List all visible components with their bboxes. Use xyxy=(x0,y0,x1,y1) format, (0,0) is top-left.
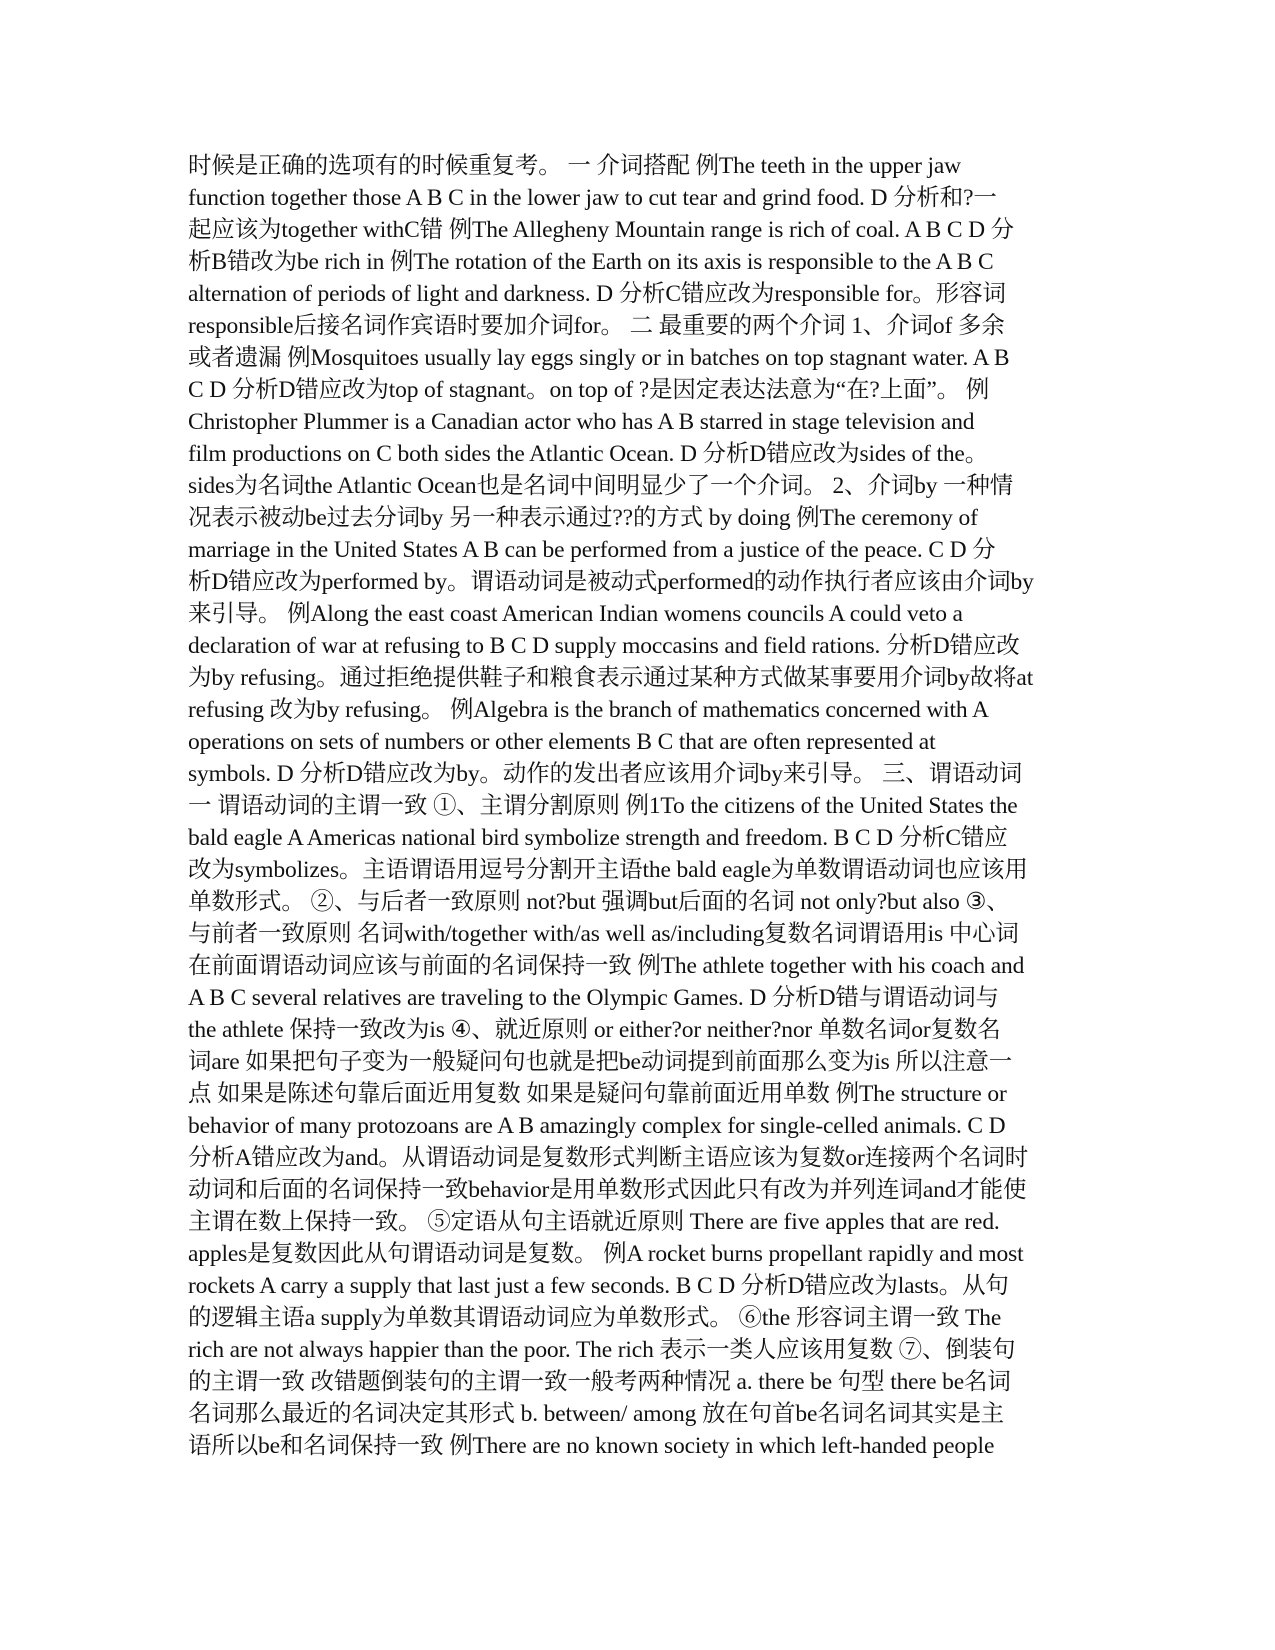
body-text xyxy=(188,150,1108,1462)
text-line: Christopher Plummer is a Canadian actor who has A B starred in stage television and xyxy=(188,409,975,435)
text-line: 析B错改为be rich in 例The rotation of the Earth on its axis is responsible to the A B C xyxy=(188,249,994,275)
text-line: the athlete 保持一致改为is ④、就近原则 or either?or neither?nor 单数名词or复数名 xyxy=(188,1017,1001,1043)
text-line: 况表示被动be过去分词by 另一种表示通过??的方式 by doing 例The ceremony of xyxy=(188,505,978,531)
text-line: operations on sets of numbers or other elements B C that are often represented at xyxy=(188,729,936,755)
text-line: function together those A B C in the lower jaw to cut tear and grind food. D 分析和?一 xyxy=(188,185,997,211)
text-line: film productions on C both sides the Atlantic Ocean. D 分析D错应改为sides of the。 xyxy=(188,441,989,467)
text-line: 在前面谓语动词应该与前面的名词保持一致 例The athlete together with his coach and xyxy=(188,953,1025,979)
text-line: 主谓在数上保持一致。 ⑤定语从句主语就近原则 There are five apples that are red. xyxy=(188,1209,1000,1235)
text-line: 的逻辑主语a supply为单数其谓语动词应为单数形式。 ⑥the 形容词主谓一致 The xyxy=(188,1305,1002,1331)
text-line: alternation of periods of light and darkness. D 分析C错应改为responsible for。形容词 xyxy=(188,281,1006,307)
text-line: 分析A错应改为and。从谓语动词是复数形式判断主语应该为复数or连接两个名词时 xyxy=(188,1145,1029,1171)
text-line: sides为名词the Atlantic Ocean也是名词中间明显少了一个介词。 2、介词by 一种情 xyxy=(188,473,1014,499)
text-line: 为by refusing。通过拒绝提供鞋子和粮食表示通过某种方式做某事要用介词by故将at xyxy=(188,665,1034,691)
text-line: 或者遗漏 例Mosquitoes usually lay eggs singly or in batches on top stagnant water. A B xyxy=(188,345,1010,371)
text-line: C D 分析D错应改为top of stagnant。on top of ?是因定表达法意为“在?上面”。 例 xyxy=(188,377,990,403)
text-line: bald eagle A Americas national bird symbolize strength and freedom. B C D 分析C错应 xyxy=(188,825,1008,851)
text-line: 时候是正确的选项有的时候重复考。 一 介词搭配 例The teeth in the upper jaw xyxy=(188,153,961,179)
text-line: 语所以be和名词保持一致 例There are no known society in which left-handed people xyxy=(188,1433,995,1459)
text-line: 词are 如果把句子变为一般疑问句也就是把be动词提到前面那么变为is 所以注意一 xyxy=(188,1049,1013,1075)
text-line: refusing 改为by refusing。 例Algebra is the branch of mathematics concerned with A xyxy=(188,697,989,723)
text-line: 点 如果是陈述句靠后面近用复数 如果是疑问句靠前面近用单数 例The structure or xyxy=(188,1081,1007,1107)
text-line: apples是复数因此从句谓语动词是复数。 例A rocket burns propellant rapidly and most xyxy=(188,1241,1024,1267)
text-line: rich are not always happier than the poor. The rich 表示一类人应该用复数 ⑦、倒装句 xyxy=(188,1337,1016,1363)
text-line: symbols. D 分析D错应改为by。动作的发出者应该用介词by来引导。 三、谓语动词 xyxy=(188,761,1023,787)
text-line: declaration of war at refusing to B C D supply moccasins and field rations. 分析D错应改 xyxy=(188,633,1020,659)
text-line: 析D错应改为performed by。谓语动词是被动式performed的动作执行者应该由介词by xyxy=(188,569,1034,595)
text-line: 来引导。 例Along the east coast American Indian womens councils A could veto a xyxy=(188,601,963,627)
text-line: A B C several relatives are traveling to the Olympic Games. D 分析D错与谓语动词与 xyxy=(188,985,999,1011)
text-line: 改为symbolizes。主语谓语用逗号分割开主语the bald eagle为单数谓语动词也应该用 xyxy=(188,857,1028,883)
text-line: 与前者一致原则 名词with/together with/as well as/including复数名词谓语用is 中心词 xyxy=(188,921,1019,947)
text-line: behavior of many protozoans are A B amazingly complex for single-celled animals. C D xyxy=(188,1113,1006,1139)
text-line: 名词那么最近的名词决定其形式 b. between/ among 放在句首be名词名词其实是主 xyxy=(188,1401,1005,1427)
text-line: marriage in the United States A B can be performed from a justice of the peace. C D 分 xyxy=(188,537,996,563)
text-line: rockets A carry a supply that last just a few seconds. B C D 分析D错应改为lasts。从句 xyxy=(188,1273,1009,1299)
text-line: 起应该为together withC错 例The Allegheny Mountain range is rich of coal. A B C D 分 xyxy=(188,217,1014,243)
text-line: 一 谓语动词的主谓一致 ①、主谓分割原则 例1To the citizens of the United States the xyxy=(188,793,1018,819)
text-line: responsible后接名词作宾语时要加介词for。 二 最重要的两个介词 1、介词of 多余 xyxy=(188,313,1005,339)
text-line: 单数形式。 ②、与后者一致原则 not?but 强调but后面的名词 not only?but also ③、 xyxy=(188,889,1010,915)
text-line: 的主谓一致 改错题倒装句的主谓一致一般考两种情况 a. there be 句型 there be名词 xyxy=(188,1369,1011,1395)
text-line: 动词和后面的名词保持一致behavior是用单数形式因此只有改为并列连词and才能使 xyxy=(188,1177,1027,1203)
